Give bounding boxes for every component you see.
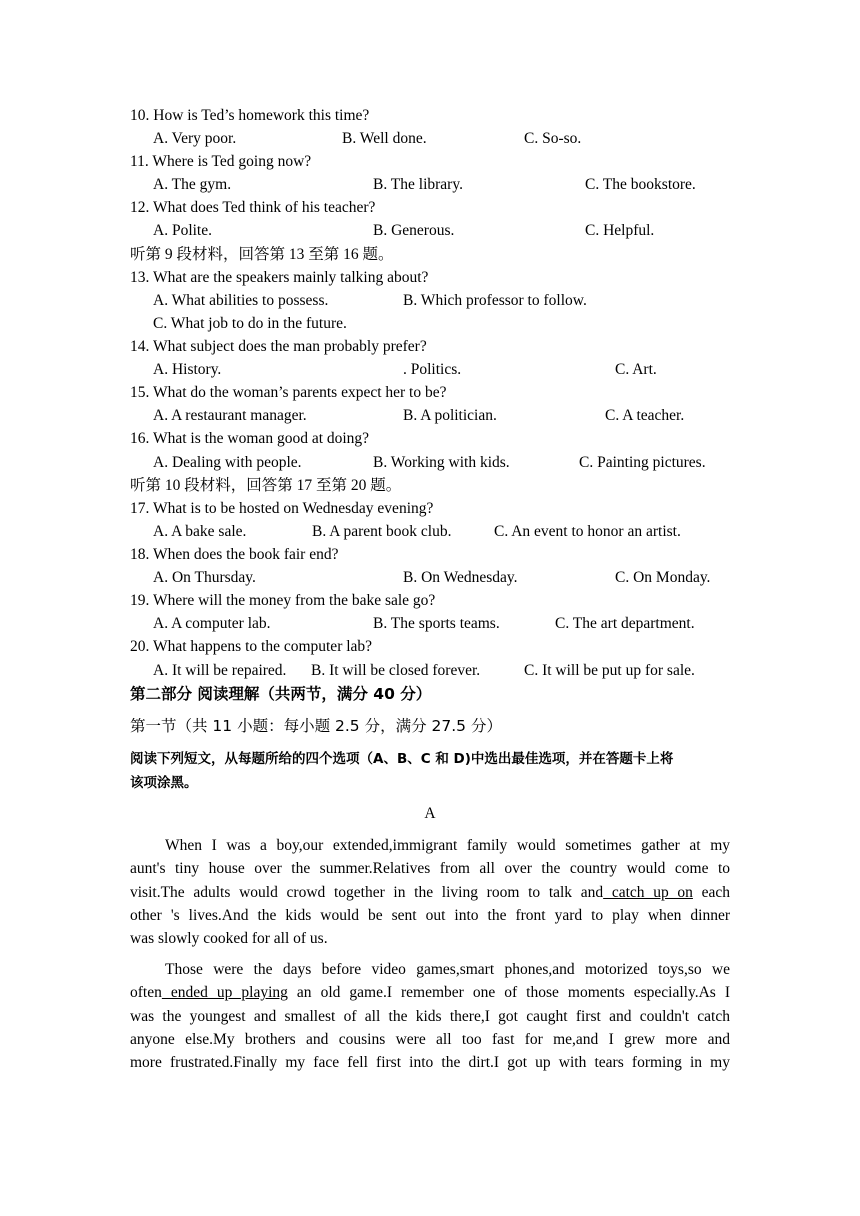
- q15-option-b: B. A politician.: [403, 407, 497, 424]
- q11-option-a: A. The gym.: [153, 176, 232, 193]
- q15-option-c: C. A teacher.: [605, 407, 685, 424]
- p1-line-3-end: each: [692, 883, 730, 901]
- p1-line-5: was slowly cooked for all of us.: [130, 930, 328, 948]
- reading-instruction: [130, 747, 730, 795]
- q19-option-c: C. The art department.: [555, 615, 695, 632]
- q17-option-b: B. A parent book club.: [312, 523, 452, 540]
- p2-line-2: [130, 981, 730, 1004]
- q20-option-a: A. It will be repaired.: [153, 662, 287, 679]
- question-19: 19. Where will the money from the bake sale go?: [130, 592, 436, 609]
- q19-option-b: B. The sports teams.: [373, 615, 500, 632]
- q13-option-c: C. What job to do in the future.: [153, 315, 347, 332]
- p1-line-2: aunt's tiny house over the summer.Relatives from all over the country would come to: [130, 860, 730, 878]
- q20-option-b: B. It will be closed forever.: [311, 662, 481, 679]
- p1-line-3: [130, 881, 730, 904]
- q13-option-b: B. Which professor to follow.: [403, 292, 587, 309]
- question-10: 10. How is Ted’s homework this time?: [130, 107, 370, 124]
- q11-option-b: B. The library.: [373, 176, 463, 193]
- q16-option-c: C. Painting pictures.: [579, 454, 706, 471]
- question-15: 15. What do the woman’s parents expect her to be?: [130, 384, 447, 401]
- section-1-heading: 第一节（共 11 小题：每小题 2.5 分，满分 27.5 分）: [130, 717, 502, 735]
- q10-option-a: A. Very poor.: [153, 130, 237, 147]
- instruction-line-2: 该项涂黑。: [130, 775, 198, 791]
- question-18: 18. When does the book fair end?: [130, 546, 339, 563]
- q14-option-c: C. Art.: [615, 361, 657, 378]
- q10-option-c: C. So-so.: [524, 130, 582, 147]
- q14-option-a: A. History.: [153, 361, 222, 378]
- p2-line-3: was the youngest and smallest of all the kids there,I got caught first and couldn't catch: [130, 1007, 730, 1025]
- phrase-ended-up-playing: ended up playing: [161, 984, 288, 1002]
- q17-option-a: A. A bake sale.: [153, 523, 247, 540]
- section-9-instruction: 听第 9 段材料，回答第 13 至第 16 题。: [130, 246, 394, 263]
- question-12: 12. What does Ted think of his teacher?: [130, 199, 376, 216]
- p2-line-2-start: often: [130, 984, 162, 1002]
- passage-paragraph-1: [130, 834, 730, 950]
- p2-line-5: more frustrated.Finally my face fell first into the dirt.I got up with tears forming in my: [130, 1054, 730, 1072]
- q14-option-b: . Politics.: [403, 361, 462, 378]
- question-11: 11. Where is Ted going now?: [130, 153, 312, 170]
- q12-option-c: C. Helpful.: [585, 222, 655, 239]
- q20-option-c: C. It will be put up for sale.: [524, 662, 695, 679]
- section-10-instruction: 听第 10 段材料，回答第 17 至第 20 题。: [130, 477, 402, 494]
- q17-option-c: C. An event to honor an artist.: [494, 523, 681, 540]
- q13-option-a: A. What abilities to possess.: [153, 292, 329, 309]
- q15-option-a: A. A restaurant manager.: [153, 407, 307, 424]
- question-13: 13. What are the speakers mainly talking about?: [130, 269, 429, 286]
- p1-line-4: other 's lives.And the kids would be sent out into the front yard to play when dinner: [130, 906, 730, 924]
- phrase-catch-up-on: catch up on: [603, 883, 693, 901]
- q19-option-a: A. A computer lab.: [153, 615, 271, 632]
- q12-option-a: A. Polite.: [153, 222, 212, 239]
- p2-line-2-end: an old game.I remember one of those moments especially.As I: [287, 984, 730, 1002]
- p2-line-1: Those were the days before video games,smart phones,and motorized toys,so we: [165, 961, 730, 978]
- question-16: 16. What is the woman good at doing?: [130, 430, 370, 447]
- q18-option-a: A. On Thursday.: [153, 569, 256, 586]
- p2-line-4: anyone else.My brothers and cousins were all too fast for me,and I grew more and: [130, 1030, 730, 1048]
- p1-line-3-start: visit.The adults would crowd together in the living room to talk and: [130, 883, 604, 901]
- q12-option-b: B. Generous.: [373, 222, 455, 239]
- instruction-line-1: 阅读下列短文，从每题所给的四个选项（A、B、C 和 D)中选出最佳选项，并在答题卡上将: [130, 751, 674, 767]
- q11-option-c: C. The bookstore.: [585, 176, 696, 193]
- q18-option-c: C. On Monday.: [615, 569, 711, 586]
- q10-option-b: B. Well done.: [342, 130, 427, 147]
- passage-title: A: [424, 805, 436, 822]
- passage-paragraph-2: [130, 958, 730, 1074]
- q16-option-a: A. Dealing with people.: [153, 454, 302, 471]
- p1-line-1: When I was a boy,our extended,immigrant family would sometimes gather at my: [165, 837, 730, 854]
- q16-option-b: B. Working with kids.: [373, 454, 510, 471]
- q18-option-b: B. On Wednesday.: [403, 569, 518, 586]
- part-2-heading: 第二部分 阅读理解（共两节，满分 40 分）: [130, 685, 432, 703]
- question-17: 17. What is to be hosted on Wednesday evening?: [130, 500, 434, 517]
- question-20: 20. What happens to the computer lab?: [130, 638, 373, 655]
- question-14: 14. What subject does the man probably prefer?: [130, 338, 427, 355]
